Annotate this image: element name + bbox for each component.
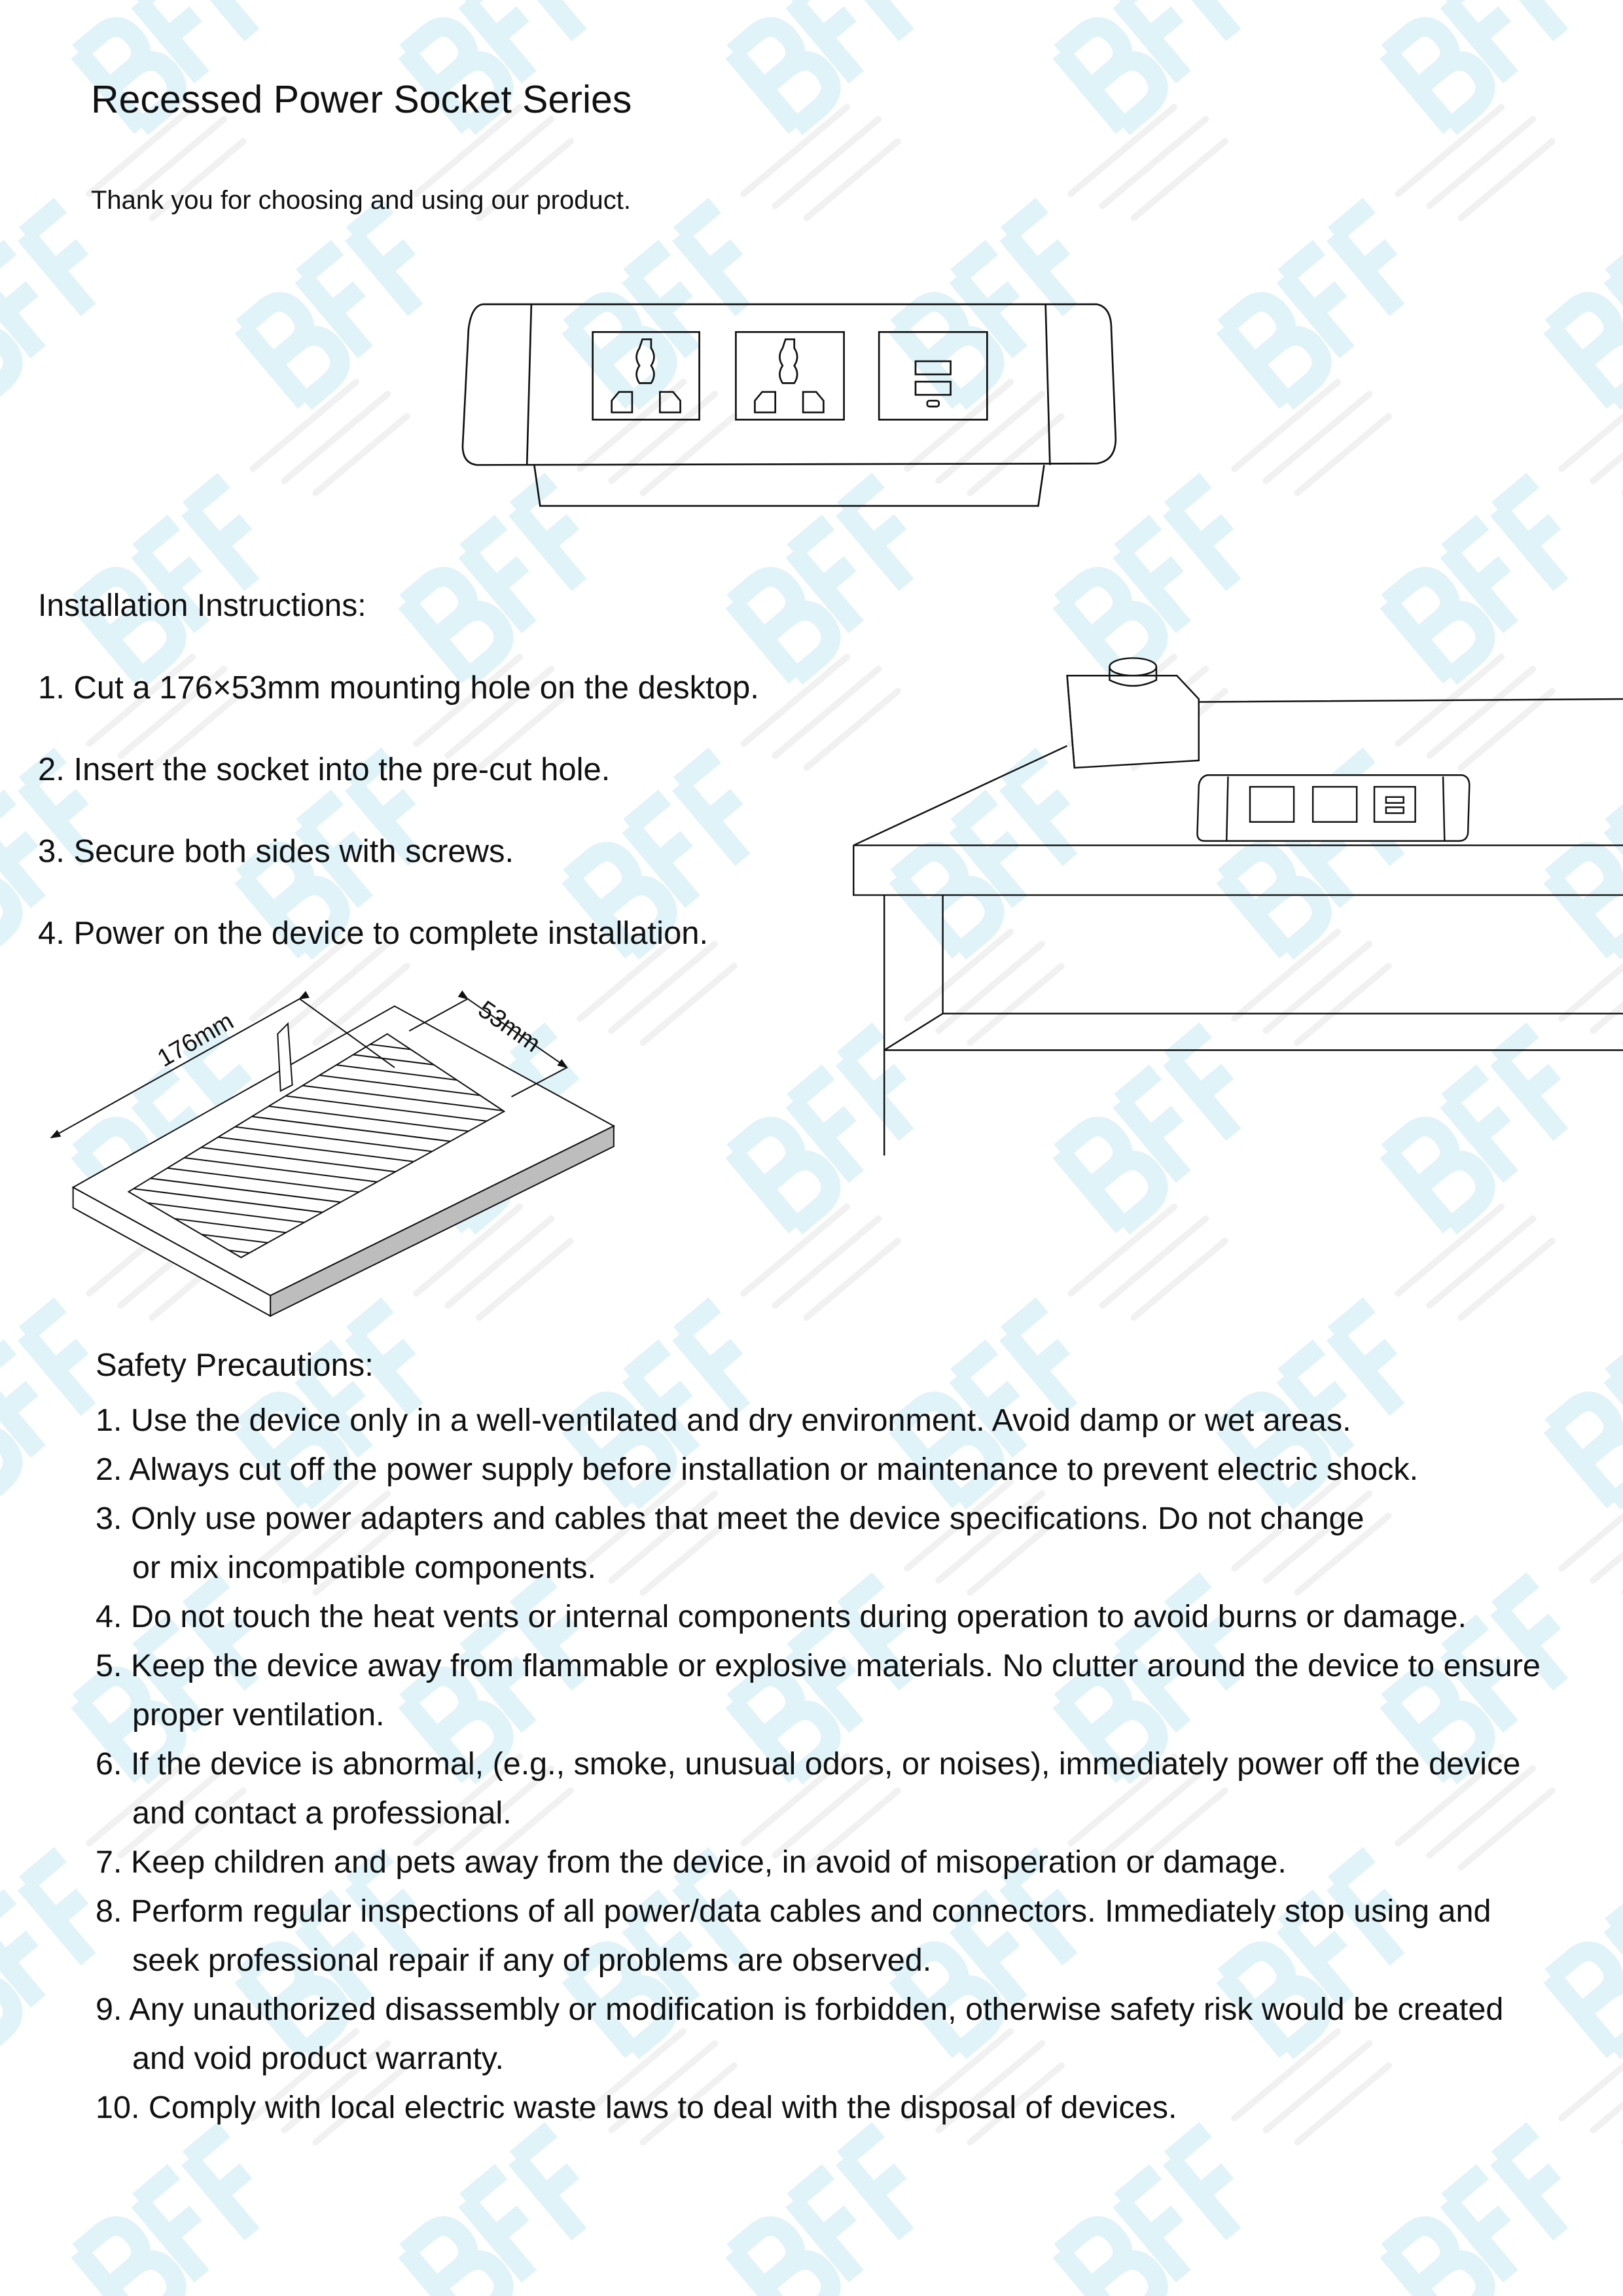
watermark-logo: [1387, 0, 1623, 128]
page-title: Recessed Power Socket Series: [91, 78, 632, 121]
safety-item: [96, 1887, 1614, 1985]
install-step: 3. Secure both sides with screws.: [38, 834, 514, 869]
watermark-logo: [79, 361, 429, 677]
length-label: 176mm: [152, 1007, 239, 1073]
safety-item-line: Do not touch the heat vents or internal components during operation to avoid burns or damage.: [130, 1599, 1467, 1634]
safety-item: [96, 1641, 1614, 1740]
safety-item-line: Perform regular inspections of all power/data cables and connectors. Immediately stop using and: [130, 1893, 1491, 1929]
hatch-line: [88, 1295, 556, 1323]
safety-item-line: Comply with local electric waste laws to deal with the disposal of devices.: [148, 2090, 1177, 2125]
socket-illustration: [454, 293, 1126, 519]
usb-port-2: [916, 382, 951, 395]
safety-item-line: and contact a professional.: [132, 1795, 512, 1831]
desk-socket: [1198, 775, 1470, 841]
safety-item-line: Any unauthorized disassembly or modification is forbidden, otherwise safety risk would be created: [129, 1992, 1504, 2027]
safety-item-line: seek professional repair if any of problems are observed.: [132, 1943, 932, 1978]
watermark-text-mark: [1129, 137, 1230, 223]
safety-item: [96, 1396, 1614, 1445]
usb-module: [879, 332, 987, 420]
install-step: 2. Insert the socket into the pre-cut hole.: [38, 752, 611, 787]
safety-item-line: Always cut off the power supply before installation or maintenance to prevent electric shock.: [129, 1452, 1419, 1487]
safety-item-number: 4.: [96, 1599, 122, 1634]
safety-item-line: Keep children and pets away from the device, in avoid of misoperation or damage.: [130, 1844, 1287, 1880]
outlet-2: [736, 332, 844, 420]
width-label: 53mm: [473, 996, 546, 1058]
safety-list: [96, 1396, 1614, 2132]
safety-item-number: 7.: [96, 1844, 122, 1880]
safety-item-line: and void product warranty.: [132, 2041, 504, 2076]
watermark-text-mark: [311, 412, 412, 497]
install-step: 4. Power on the device to complete installation.: [38, 916, 709, 951]
usb-port-1: [916, 361, 951, 374]
watermark-text-mark: [802, 1236, 902, 1322]
safety-heading: Safety Precautions:: [96, 1348, 374, 1383]
safety-item-number: 6.: [96, 1746, 122, 1782]
safety-item-number: 1.: [96, 1403, 122, 1438]
cube-box: [1067, 658, 1199, 768]
safety-item-line: Keep the device away from flammable or explosive materials. No clutter around the device to ensure: [130, 1648, 1541, 1683]
outlet-1: [593, 332, 700, 420]
safety-item: [96, 1838, 1614, 1887]
safety-item-number: 10.: [96, 2090, 140, 2125]
safety-item-number: 9.: [96, 1992, 122, 2027]
safety-item-line: Only use power adapters and cables that meet the device specifications. Do not change: [130, 1501, 1364, 1536]
watermark-text-mark: [1129, 1236, 1230, 1322]
safety-item-number: 8.: [96, 1893, 122, 1929]
watermark-logo: [0, 86, 265, 403]
desk-illustration: [852, 643, 1623, 1158]
safety-item-number: 2.: [96, 1452, 122, 1487]
install-step: 1. Cut a 176×53mm mounting hole on the desktop.: [38, 670, 759, 706]
safety-item: [96, 2083, 1614, 2132]
watermark-logo: [1387, 361, 1623, 677]
watermark-logo: [1060, 0, 1410, 128]
safety-item-line: proper ventilation.: [132, 1697, 385, 1732]
watermark-logo: [1551, 86, 1623, 403]
watermark-logo: [733, 0, 1083, 128]
installation-heading: Installation Instructions:: [38, 588, 366, 623]
safety-item-line: If the device is abnormal, (e.g., smoke, unusual odors, or noises), immediately power off the device: [130, 1746, 1521, 1782]
watermark-text-mark: [638, 961, 739, 1047]
socket-body: [463, 304, 1116, 465]
watermark-logo: [1224, 86, 1574, 403]
safety-item: [96, 1445, 1614, 1494]
intro-text: Thank you for choosing and using our product.: [91, 186, 631, 215]
saw-blade: [277, 1024, 292, 1091]
safety-item: [96, 1592, 1614, 1641]
safety-item-number: 5.: [96, 1648, 122, 1683]
socket-base: [534, 465, 1044, 506]
mounting-hole-diagram: [44, 987, 621, 1323]
safety-item: [96, 1985, 1614, 2083]
safety-item-line: or mix incompatible components.: [132, 1550, 596, 1585]
watermark-text-mark: [1456, 137, 1557, 223]
watermark-text-mark: [1456, 1236, 1557, 1322]
safety-item: [96, 1494, 1614, 1592]
safety-item: [96, 1740, 1614, 1838]
safety-item-number: 3.: [96, 1501, 122, 1536]
safety-item-line: Use the device only in a well-ventilated and dry environment. Avoid damp or wet areas.: [130, 1403, 1351, 1438]
indicator-light: [927, 401, 939, 406]
watermark-text-mark: [1293, 412, 1393, 497]
watermark-text-mark: [802, 137, 902, 223]
